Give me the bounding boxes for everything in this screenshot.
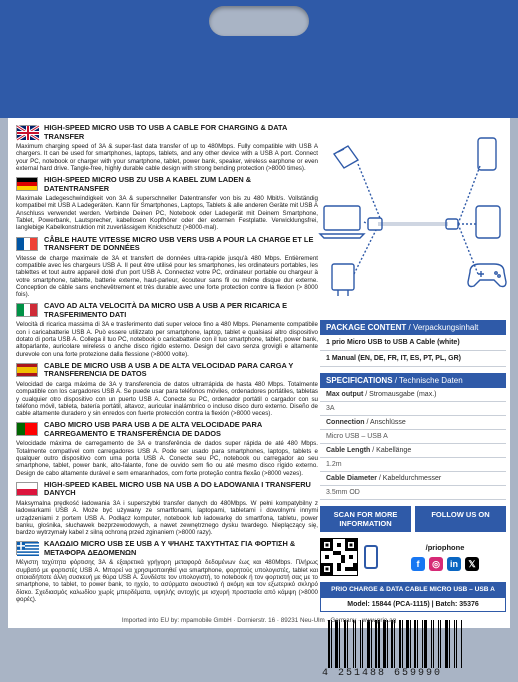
lang-body: Maximale Ladegeschwindigkeit von 3A & superschneller Datentransfer von bis zu 480 Mbit/s. Vollständig kompatibel mit USB A Ladegeräten. Kann für Smartphones, Laptops, Tablets & alle anderen Geräte mit USB A Anschluss verwendet werden. Verbinde Deinen PC, Notebook oder Ladegerät mit Deinem Smartphone, Tablet, Powerbank, Lautsprecher, kabellosen Kopfhörer oder der externen Festplatte. Verwicklungsfrei, langlebige Kabelkonstruktion mit zuverlässigem Knickschutz (>8000-mal). <box>16 195 318 232</box>
lang-it <box>16 302 318 357</box>
lang-title: HIGH-SPEED MICRO USB TO USB A CABLE FOR CHARGING & DATA TRANSFER <box>44 123 288 141</box>
barcode-bar <box>394 620 395 668</box>
barcode-bar <box>433 620 434 668</box>
lang-body: Vitesse de charge maximale de 3A et transfert de données ultra-rapide jusqu'à 480 Mbps. Entièrement compatible avec les chargeurs USB A. Il peut être utilisé pour les smartphones, les ordinateurs portables, les tablettes et tout autre appareil doté d'un port USB A. Connectez votre PC, ordinateur portable ou chargeur à votre smartphone, tablette, batterie externe, haut-parleur, écouteur sans fil ou même disque dur externe. Conception de câble sans enchevêtrement et très durable avec une forte protection contre la flexion (> 8000 fois). <box>16 254 318 299</box>
greece-flag-icon <box>16 541 38 555</box>
barcode-bar <box>333 620 334 668</box>
barcode-bar <box>357 620 359 668</box>
barcode-bar <box>364 620 366 668</box>
package-content-header: PACKAGE CONTENT / Verpackungsinhalt <box>320 320 506 335</box>
barcode-bar <box>339 620 340 668</box>
barcode-bar <box>414 620 416 668</box>
device-illustration <box>320 124 506 320</box>
barcode-bar <box>353 620 354 668</box>
barcode-bar <box>331 620 332 668</box>
barcode-bar <box>422 620 423 668</box>
barcode-bar <box>402 620 403 668</box>
info-buttons <box>320 506 506 532</box>
france-flag-icon <box>16 237 38 251</box>
importer-footer: Imported into EU by: mpamobile GmbH · Dornierstr. 16 · 89231 Neu-Ulm · Germany · www.prio.ag <box>121 617 397 624</box>
barcode-bar <box>396 620 398 668</box>
linkedin-icon: in <box>447 557 461 571</box>
barcode-bar <box>406 620 409 668</box>
lang-gr <box>16 540 318 603</box>
uk-flag-icon <box>16 125 38 139</box>
spec-label: Cable Length / Kabellänge <box>320 444 506 458</box>
spec-value: 1.2m <box>320 458 506 472</box>
barcode-bar <box>347 620 348 668</box>
package-item: 1 Manual (EN, DE, FR, IT, ES, PT, PL, GR) <box>320 351 506 367</box>
spec-label: Max output / Stromausgabe (max.) <box>320 388 506 402</box>
barcode-bar <box>399 620 401 668</box>
barcode <box>320 620 506 682</box>
product-title: PRIO CHARGE & DATA CABLE MICRO USB – USB A <box>320 582 506 597</box>
lang-body: Μέγιστη ταχύτητα φόρτισης 3A & εξαιρετικά γρήγορη μεταφορά δεδομένων έως και 480Mbps. Πλήρως συμβατό με φορτιστές USB A. Μπορεί να χρησιμοποιηθεί για smartphone, φορητούς υπολογιστές, tablet και οποιαδήποτε άλλη συσκευή με θύρα USB A. Συνδέστε τον υπολογιστή, το notebook ή τον φορτιστή σας με το smartphone, το tablet, το power bank, το ηχείο, το ασύρματο ακουστικό ή ακόμη και τον εξωτερικό σκληρό δίσκο. Σχεδιασμός καλωδίου χωρίς μπερδέματα, υψηλής αντοχής με ισχυρή προστασία από κάμψη (>8000 φορές). <box>16 559 318 603</box>
barcode-bar <box>435 620 437 668</box>
barcode-bar <box>344 620 346 668</box>
hang-hole <box>209 6 309 36</box>
spec-value: 3.5mm OD <box>320 486 506 500</box>
barcode-bar <box>440 620 441 668</box>
scan-info-label: SCAN FOR MORE INFORMATION <box>320 506 411 532</box>
barcode-bar <box>461 620 462 668</box>
social-handle: /priophone <box>425 543 465 552</box>
barcode-bar <box>412 620 413 668</box>
model-batch: Model: 15844 (PCA-1115) | Batch: 35376 <box>320 597 506 612</box>
lang-fr <box>16 236 318 299</box>
x-icon: 𝕏 <box>465 557 479 571</box>
barcode-bar <box>454 620 455 668</box>
lang-body: Velocità di ricarica massima di 3A e trasferimento dati super veloce fino a 480 Mbps. Pienamente compatibile con i caricabatterie USB A. Può essere utilizzato per smartphone, laptop, tablet e qualsiasi altro dispositivo dotato di porta USB A. Collega il tuo PC, notebook o caricabatterie con il tuo smartphone, tablet, power bank, altoparlante, auricolare wireless o anche disco rigido esterno. Design del cavo senza grovigli e altamente durevole con una forte protezione dalla flessione (>8000 volte). <box>16 321 318 358</box>
barcode-bar <box>458 620 460 668</box>
lang-pl <box>16 481 318 536</box>
barcode-bar <box>371 620 372 668</box>
barcode-bar <box>389 620 390 668</box>
lang-en <box>16 124 318 172</box>
spec-label: Connection / Anschlüsse <box>320 416 506 430</box>
barcode-bar <box>419 620 421 668</box>
barcode-bar <box>404 620 405 668</box>
right-column <box>320 124 506 682</box>
top-band <box>0 0 518 118</box>
barcode-bar <box>362 620 363 668</box>
specifications-header: SPECIFICATIONS / Technische Daten <box>320 373 506 388</box>
lang-title: CABLE DE MICRO USB A USB A DE ALTA VELOCIDAD PARA CARGA Y TRANSFERENCIA DE DATOS <box>44 360 294 379</box>
lang-title: HIGH-SPEED MICRO USB ZU USB A KABEL ZUM LADEN & DATENTRANSFER <box>44 175 252 193</box>
germany-flag-icon <box>16 177 38 191</box>
lang-title: HIGH-SPEED KABEL MICRO USB NA USB A DO ŁADOWANIA I TRANSFERU DANYCH <box>44 479 311 498</box>
barcode-bar <box>373 620 374 668</box>
spec-value: 3A <box>320 402 506 416</box>
lang-body: Velocidad de carga máxima de 3A y transferencia de datos ultrarrápida de hasta 480 Mbps. Totalmente compatible con los cargadores USB A. Se puede usar para teléfonos móviles, ordenadores portátiles, tabletas y cualquier otro dispositivo con un puerto USB A. Conecte su PC, ordenador portátil o cargador con su teléfono móvil, tableta, batería portátil, altavoz, auricular inalámbrico o incluso disco duro externo. Diseño de cable altamente duradero y sin enredos con fuerte protección contra la flexión (>8000 veces). <box>16 380 318 418</box>
barcode-bar <box>449 620 450 668</box>
barcode-bar <box>367 620 370 668</box>
barcode-bar <box>431 620 432 668</box>
lang-title: CAVO AD ALTA VELOCITÀ DA MICRO USB A USB A PER RICARICA E TRASFERIMENTO DATI <box>44 301 288 319</box>
barcode-bar <box>378 620 380 668</box>
lang-body: Maximum charging speed of 3A & super-fast data transfer of up to 480Mbps. Fully compatible with USB A chargers. It can be used for smartphones, laptops, tablets, and any other device with a USB A port. Connect your PC, notebook or charger with your smartphone, tablet, power bank, speaker, wireless earphone or even external hard drive. Tangle-free, highly durable cable design with strong bending protection (>8000 times). <box>16 143 318 172</box>
barcode-bar <box>381 620 382 668</box>
lang-body: Maksymalna prędkość ładowania 3A i superszybki transfer danych do 480Mbps. W pełni kompatybilny z ładowarkami USB A. Może być używany ze smartfonami, laptopami, tabletami i dowolnymi innymi urządzeniami z portem USB A. Podłącz komputer, notebook lub ładowarkę do smartfona, tabletu, power banku, głośnika, słuchawek bezprzewodowych, a nawet zewnętrznego dysku twardego. Nieplączący się, bardzo wytrzymały kabel z silną ochroną przed zginaniem (>8000 razy). <box>16 499 318 537</box>
barcode-bars <box>328 620 506 668</box>
social-block <box>384 543 506 571</box>
barcode-bar <box>424 620 427 668</box>
italy-flag-icon <box>16 303 38 317</box>
lang-pt <box>16 421 318 476</box>
barcode-bar <box>445 620 448 668</box>
lang-body: Velocidade máxima de carregamento de 3A e transferência de dados super rápida de até 480 Mbps. Totalmente compatível com carregadores USB A. Pode ser usado para smartphones, laptops, tablets e qualquer outro dispositivo com uma porta USB A. Conecte seu PC, notebook ou carregador ao seu smartphone, tablet, power bank, alto-falante, fone de ouvido sem fio ou até mesmo disco rígido externo. Design de cabo altamente durável e sem emaranhados, com forte proteção contra flexão (>8000 vezes). <box>16 440 318 477</box>
barcode-bar <box>335 620 338 668</box>
instagram-icon: ◎ <box>429 557 443 571</box>
barcode-bar <box>387 620 388 668</box>
language-descriptions <box>16 124 318 607</box>
barcode-bar <box>341 620 343 668</box>
barcode-bar <box>410 620 411 668</box>
barcode-bar <box>442 620 444 668</box>
connected-devices-icon <box>320 124 506 320</box>
package-item: 1 prio Micro USB to USB A Cable (white) <box>320 335 506 351</box>
barcode-bar <box>417 620 418 668</box>
lang-de <box>16 176 318 231</box>
follow-us-label: FOLLOW US ON <box>415 506 506 532</box>
lang-title: ΚΑΛΩΔΙΟ MICRO USB ΣΕ USB A Υ ΨΗΛΗΣ ΤΑΧΥΤΗΤΑΣ ΓΙΑ ΦΟΡΤΙΣΗ & ΜΕΤΑΦΟΡΑ ΔΕΔΟΜΕΝΩΝ <box>44 539 296 557</box>
barcode-bar <box>438 620 439 668</box>
barcode-bar <box>328 620 330 668</box>
lang-es <box>16 362 318 417</box>
barcode-number: 4 251488 659990 <box>322 668 443 679</box>
barcode-bar <box>349 620 352 668</box>
lang-title: CÂBLE HAUTE VITESSE MICRO USB VERS USB A POUR LA CHARGE ET LE TRANSFERT DE DONNÉES <box>44 234 314 253</box>
barcode-bar <box>428 620 430 668</box>
lang-title: CABO MICRO USB PARA USB A DE ALTA VELOCIDADE PARA CARREGAMENTO E TRANSFERÊNCIA DE DADOS <box>44 420 262 438</box>
barcode-bar <box>391 620 393 668</box>
barcode-bar <box>456 620 457 668</box>
phone-icon <box>364 545 378 569</box>
barcode-bar <box>355 620 356 668</box>
spec-value: Micro USB – USB A <box>320 430 506 444</box>
package-back <box>8 118 510 679</box>
qr-code <box>320 538 358 576</box>
facebook-icon: f <box>411 557 425 571</box>
barcode-bar <box>360 620 361 668</box>
spain-flag-icon <box>16 363 38 377</box>
barcode-bar <box>383 620 386 668</box>
portugal-flag-icon <box>16 422 38 436</box>
qr-social-row <box>320 538 506 576</box>
poland-flag-icon <box>16 482 38 496</box>
spec-label: Cable Diameter / Kabeldurchmesser <box>320 472 506 486</box>
barcode-bar <box>451 620 453 668</box>
barcode-bar <box>375 620 377 668</box>
